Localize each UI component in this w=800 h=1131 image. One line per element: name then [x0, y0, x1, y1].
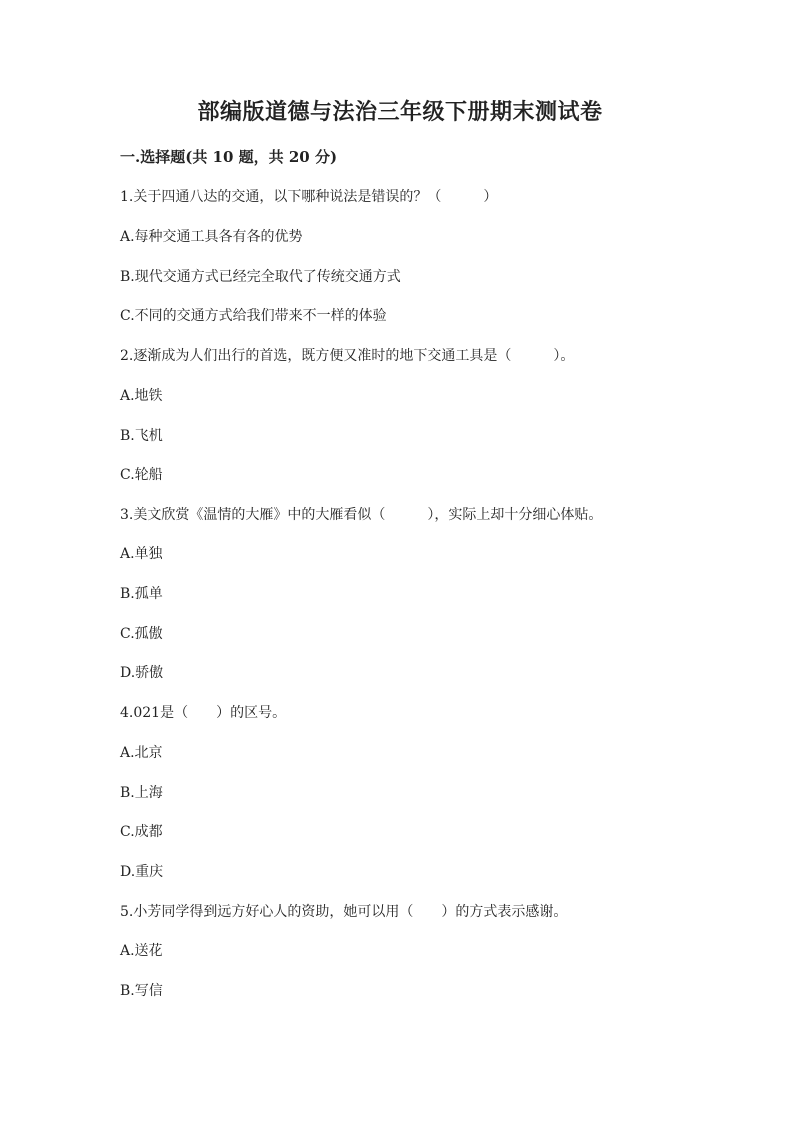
- question-2-stem: 2.逐渐成为人们出行的首选，既方便又准时的地下交通工具是（ ）。: [120, 348, 575, 364]
- page-title: 部编版道德与法治三年级下册期末测试卷: [197, 99, 603, 125]
- section-heading: 一.选择题(共 10 题，共 20 分): [120, 148, 338, 166]
- question-3-option-a: A.单独: [120, 546, 163, 562]
- question-1-option-b: B.现代交通方式已经完全取代了传统交通方式: [120, 269, 401, 285]
- question-5-option-a: A.送花: [120, 943, 163, 959]
- question-1-option-a: A.每种交通工具各有各的优势: [120, 229, 303, 245]
- question-4-stem: 4.021是（ ）的区号。: [120, 705, 287, 721]
- question-1-option-c: C.不同的交通方式给我们带来不一样的体验: [120, 308, 387, 324]
- question-2-option-a: A.地铁: [120, 388, 163, 404]
- question-1-stem: 1.关于四通八达的交通，以下哪种说法是错误的？（ ）: [120, 189, 498, 205]
- question-3-stem: 3.美文欣赏《温情的大雁》中的大雁看似（ ），实际上却十分细心体贴。: [120, 507, 603, 523]
- question-4-option-a: A.北京: [120, 745, 163, 761]
- question-2-option-c: C.轮船: [120, 467, 163, 483]
- question-3-option-d: D.骄傲: [120, 665, 164, 681]
- question-5-option-b: B.写信: [120, 983, 163, 999]
- question-4-option-b: B.上海: [120, 785, 163, 801]
- question-4-option-c: C.成都: [120, 824, 163, 840]
- question-3-option-c: C.孤傲: [120, 626, 163, 642]
- question-2-option-b: B.飞机: [120, 428, 163, 444]
- question-5-stem: 5.小芳同学得到远方好心人的资助，她可以用（ ）的方式表示感谢。: [120, 904, 568, 920]
- question-3-option-b: B.孤单: [120, 586, 163, 602]
- question-4-option-d: D.重庆: [120, 864, 164, 880]
